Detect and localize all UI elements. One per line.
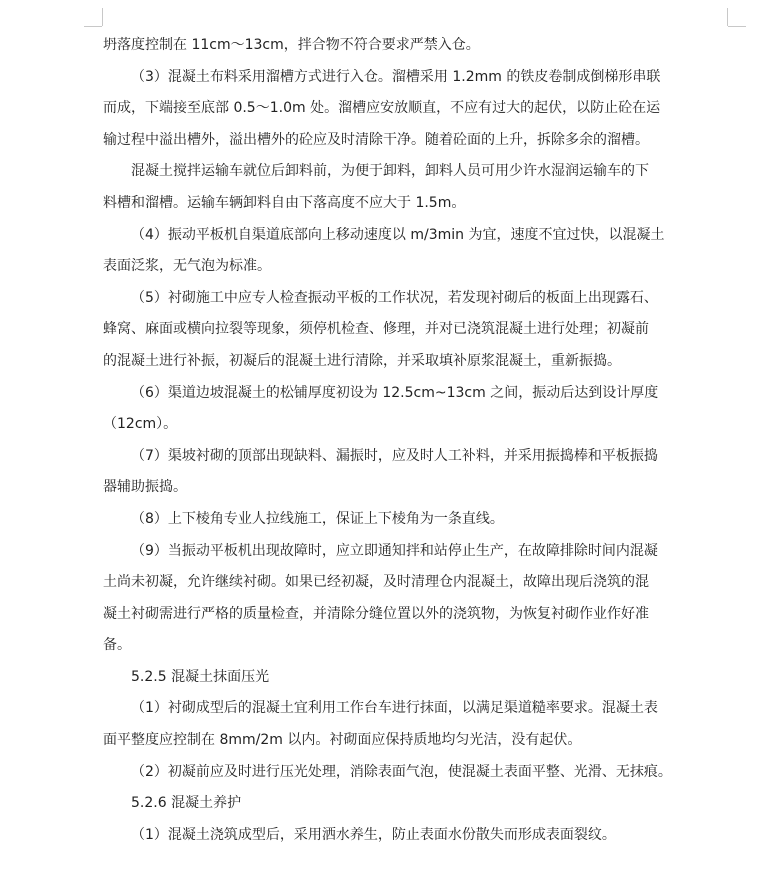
text-line: （6）渠道边坡混凝土的松铺厚度初设为 12.5cm~13cm 之间，振动后达到设计厚度 bbox=[131, 384, 659, 401]
text-line: 料槽和溜槽。运输车辆卸料自由下落高度不应大于 1.5m。 bbox=[103, 194, 466, 211]
text-line: （7）渠坡衬砌的顶部出现缺料、漏振时，应及时人工补料，并采用振捣棒和平板振捣 bbox=[131, 447, 658, 464]
crop-mark-top-right bbox=[727, 8, 728, 26]
text-line: 备。 bbox=[103, 637, 131, 654]
text-line: 土尚未初凝，允许继续衬砌。如果已经初凝，及时清理仓内混凝土，故障出现后浇筑的混 bbox=[103, 574, 649, 591]
text-line: （8）上下棱角专业人拉线施工，保证上下棱角为一条直线。 bbox=[131, 510, 504, 527]
crop-mark-top-left-horizontal bbox=[84, 26, 102, 27]
document-page bbox=[103, 30, 730, 851]
text-line: 蜂窝、麻面或横向拉裂等现象，须停机检查、修理，并对已浇筑混凝土进行处理；初凝前 bbox=[103, 321, 649, 338]
text-line: （1）衬砌成型后的混凝土宜利用工作台车进行抹面，以满足渠道糙率要求。混凝土表 bbox=[131, 700, 658, 717]
text-line: （9）当振动平板机出现故障时，应立即通知拌和站停止生产，在故障排除时间内混凝 bbox=[131, 542, 658, 559]
text-line: （2）初凝前应及时进行压光处理，消除表面气泡，使混凝土表面平整、光滑、无抹痕。 bbox=[131, 763, 672, 780]
text-line: 表面泛浆，无气泡为标准。 bbox=[103, 258, 271, 275]
text-line: 混凝土搅拌运输车就位后卸料前，为便于卸料，卸料人员可用少许水湿润运输车的下 bbox=[131, 163, 649, 180]
text-line: （4）振动平板机自渠道底部向上移动速度以 m/3min 为宜，速度不宜过快，以混凝土 bbox=[131, 226, 665, 243]
section-heading: 5.2.5 混凝土抹面压光 bbox=[131, 668, 270, 685]
text-line: （3）混凝土布料采用溜槽方式进行入仓。溜槽采用 1.2mm 的铁皮卷制成倒梯形串联 bbox=[131, 68, 661, 85]
text-line: 器辅助振捣。 bbox=[103, 479, 187, 496]
text-line: （1）混凝土浇筑成型后，采用洒水养生，防止表面水份散失而形成表面裂纹。 bbox=[131, 826, 616, 843]
text-line: 坍落度控制在 11cm～13cm，拌合物不符合要求严禁入仓。 bbox=[103, 37, 480, 53]
text-line: （5）衬砌施工中应专人检查振动平板的工作状况，若发现衬砌后的板面上出现露石、 bbox=[131, 289, 658, 306]
text-line: 凝土衬砌需进行严格的质量检查，并清除分缝位置以外的浇筑物，为恢复衬砌作业作好准 bbox=[103, 605, 649, 622]
text-line: 而成，下端接至底部 0.5～1.0m 处。溜槽应安放顺直，不应有过大的起伏，以防止砼在运 bbox=[103, 100, 661, 117]
text-line: 输过程中溢出槽外，溢出槽外的砼应及时清除干净。随着砼面的上升，拆除多余的溜槽。 bbox=[103, 131, 649, 148]
text-line: 的混凝土进行补振，初凝后的混凝土进行清除，并采取填补原浆混凝土，重新振捣。 bbox=[103, 352, 621, 369]
crop-mark-top-right-horizontal bbox=[728, 26, 746, 27]
crop-mark-top-left bbox=[102, 8, 103, 26]
section-heading: 5.2.6 混凝土养护 bbox=[131, 795, 242, 812]
text-line: 面平整度应控制在 8mm/2m 以内。衬砌面应保持质地均匀光洁，没有起伏。 bbox=[103, 732, 582, 749]
text-line: （12cm）。 bbox=[103, 416, 178, 433]
